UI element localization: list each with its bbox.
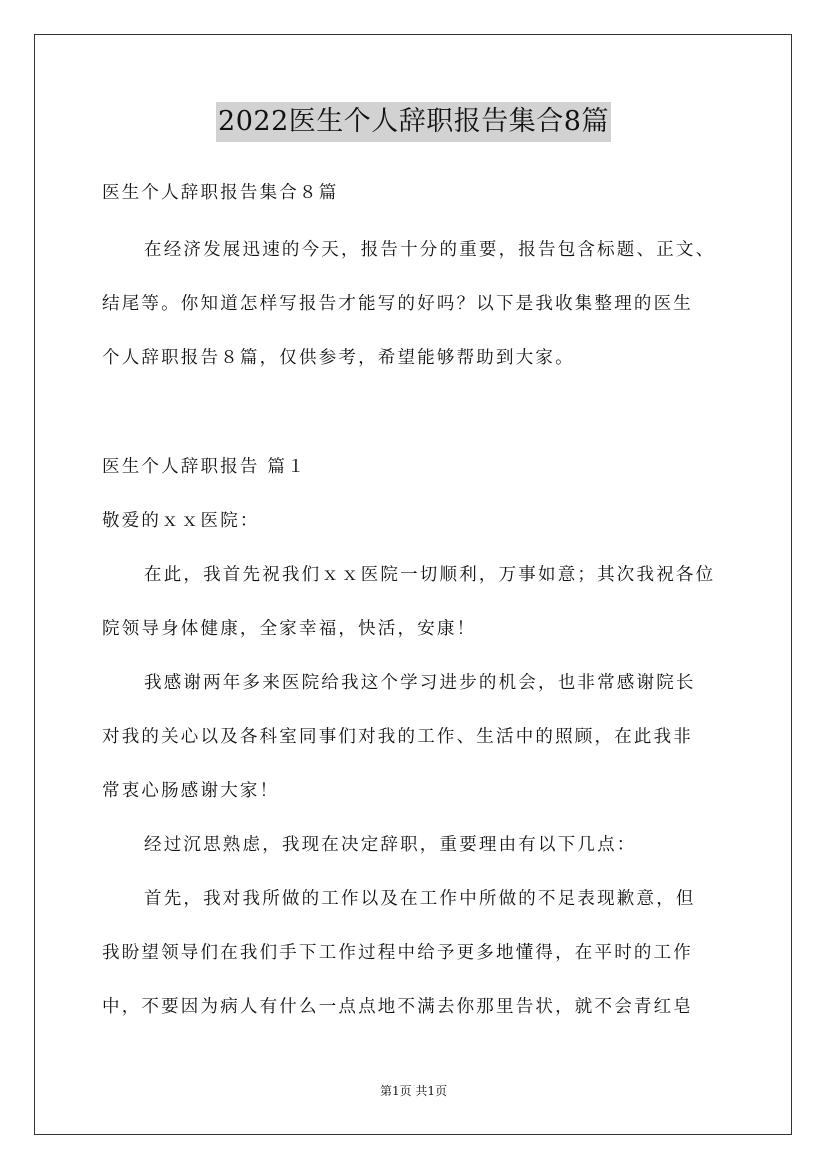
paragraph-line: 在经济发展迅速的今天，报告十分的重要，报告包含标题、正文、 — [144, 240, 716, 260]
subtitle-line: 医生个人辞职报告集合８篇 — [102, 183, 339, 203]
salutation-line: 敬爱的ｘｘ医院： — [102, 511, 260, 531]
paragraph-line: 结尾等。你知道怎样写报告才能写的好吗？以下是我收集整理的医生 — [102, 294, 693, 314]
paragraph-line: 在此，我首先祝我们ｘｘ医院一切顺利，万事如意；其次我祝各位 — [144, 565, 716, 585]
paragraph-line: 经过沉思熟虑，我现在决定辞职，重要理由有以下几点： — [144, 835, 637, 855]
paragraph-line: 院领导身体健康，全家幸福，快活，安康！ — [102, 619, 477, 639]
paragraph-line: 对我的关心以及各科室同事们对我的工作、生活中的照顾，在此我非 — [102, 727, 693, 747]
paragraph-line: 常衷心肠感谢大家！ — [102, 781, 280, 801]
page-footer: 第1页 共1页 — [379, 1084, 448, 1098]
paragraph-line: 中，不要因为病人有什么一点点地不满去你那里告状，就不会青红皂 — [102, 997, 693, 1017]
document-title-text: 2022医生个人辞职报告集合8篇 — [216, 102, 611, 142]
paragraph-line: 个人辞职报告８篇，仅供参考，希望能够帮助到大家。 — [102, 348, 575, 368]
paragraph-line: 我感谢两年多来医院给我这个学习进步的机会，也非常感谢院长 — [144, 673, 696, 693]
paragraph-line: 我盼望领导们在我们手下工作过程中给予更多地懂得，在平时的工作 — [102, 943, 693, 963]
section-heading: 医生个人辞职报告 篇１ — [102, 457, 307, 477]
document-title — [0, 102, 827, 145]
paragraph-line: 首先，我对我所做的工作以及在工作中所做的不足表现歉意，但 — [144, 889, 696, 909]
